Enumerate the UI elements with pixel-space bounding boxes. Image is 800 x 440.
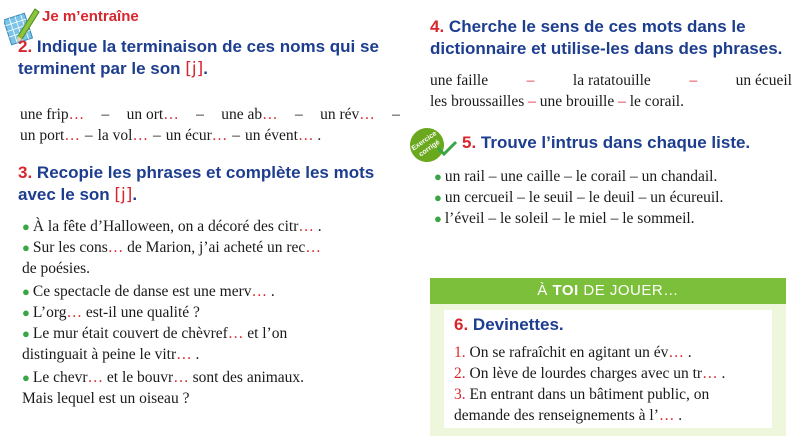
list-item: 3. En entrant dans un bâtiment public, on demande des renseignements à l’… . <box>454 386 710 424</box>
play-box <box>430 278 786 436</box>
list-item: ● Sur les cons… de Marion, j’ai acheté un rec… de poésies. <box>22 239 321 277</box>
word-line: une faille – la ratatouille – un écueil <box>430 72 792 89</box>
exercise-6-title: 6. Devinettes. <box>454 315 564 334</box>
check-icon <box>436 140 458 156</box>
exercise-2-title: 2. Indique la terminaison de ces noms qui se terminent par le son [j]. <box>18 37 379 79</box>
section-label: Je m’entraîne <box>42 8 139 25</box>
list-item: 2. On lève de lourdes charges avec un tr… . <box>454 365 726 382</box>
play-box-banner: À TOI DE JOUER… <box>430 278 786 304</box>
word-line: un port… – la vol… – un écur… – un évent… . <box>20 127 322 144</box>
exercise-3-title: 3. Recopie les phrases et complète les mots avec le son [j]. <box>18 163 375 205</box>
corrected-exercise-badge: Exercice corrigé <box>403 121 450 168</box>
exercise-4-words <box>430 70 792 112</box>
exercise-5-title: 5. Trouve l’intrus dans chaque liste. <box>462 133 751 152</box>
list-item: 1. On se rafraîchit en agitant un év… . <box>454 344 692 361</box>
exercise-number: 5. <box>462 133 477 152</box>
phoneme: [j] <box>185 59 204 79</box>
list-item: ● Ce spectacle de danse est une merv… . <box>22 283 275 300</box>
exercise-number: 3. <box>18 163 33 182</box>
exercise-number: 4. <box>430 17 445 36</box>
exercise-5-lists <box>434 166 794 229</box>
list-item: ● Le chevr… et le bouvr… sont des animaux. Mais lequel est un oiseau ? <box>22 369 305 407</box>
list-item: ● L’org… est-il une qualité ? <box>22 304 200 321</box>
list-item: ● Le mur était couvert de chèvref… et l’on distinguait à peine le vitr… . <box>22 325 288 363</box>
riddles <box>454 342 770 426</box>
exercise-2-words <box>20 104 400 146</box>
exercise-3-sentences <box>22 216 390 409</box>
exercise-number: 2. <box>18 37 33 56</box>
list-item: ● À la fête d’Halloween, on a décoré des citr… . <box>22 218 322 235</box>
list-item: ● l’éveil – le soleil – le miel – le sommeil. <box>434 210 695 227</box>
play-box-card <box>444 310 772 428</box>
word-line: les broussailles – une brouille – le corail. <box>430 93 684 110</box>
exercise-number: 6. <box>454 315 469 334</box>
list-item: ● un cercueil – le seuil – le deuil – un écureuil. <box>434 189 724 206</box>
list-item: ● un rail – une caille – le corail – un chandail. <box>434 168 718 185</box>
exercise-4-title: 4. Cherche le sens de ces mots dans le dictionnaire et utilise-les dans des phrases. <box>430 17 783 58</box>
word-line: une frip… – un ort… – une ab… – un rév… – <box>20 106 400 123</box>
phoneme: [j] <box>114 185 133 205</box>
